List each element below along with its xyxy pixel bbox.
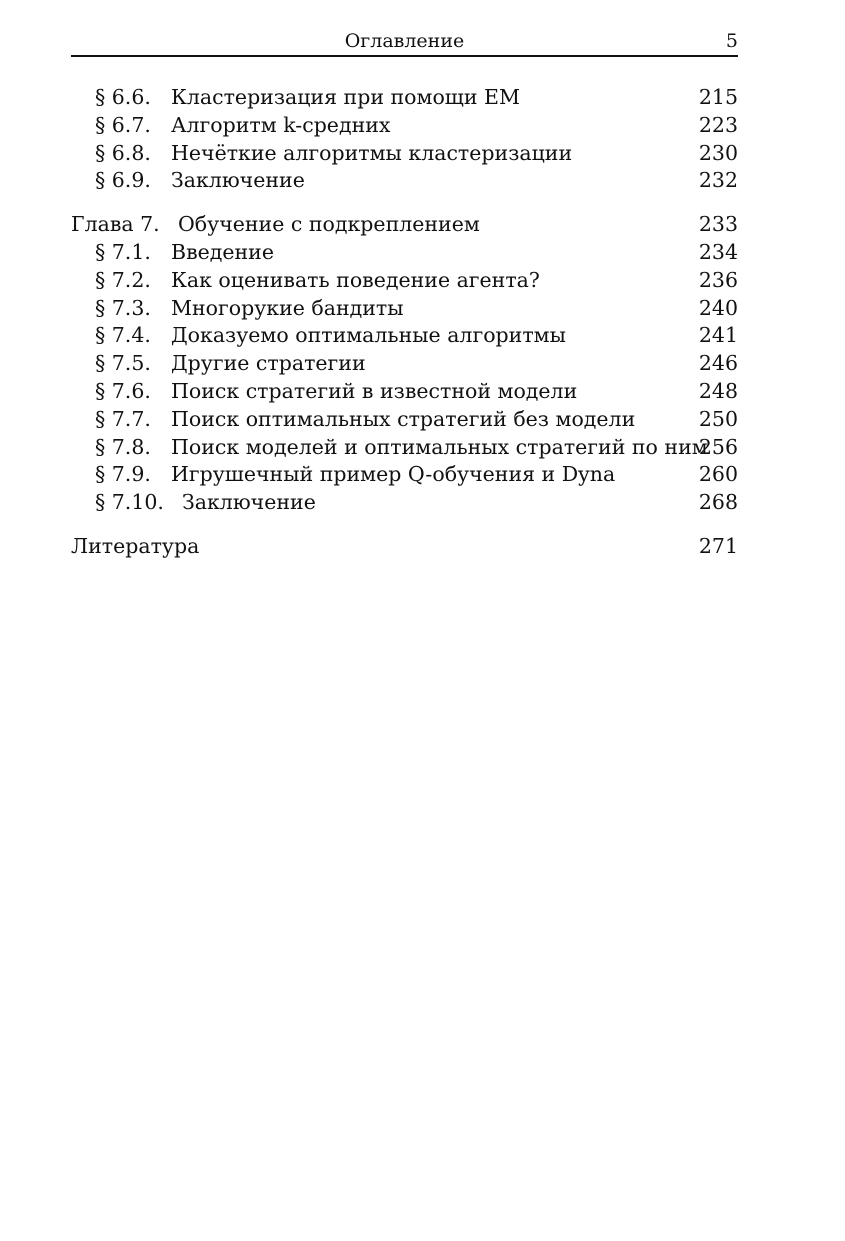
toc-chapter-7[interactable] [71, 211, 738, 239]
toc-entry-page: 241 [698, 323, 738, 348]
toc-entry-title: Поиск стратегий в известной модели [171, 378, 578, 403]
toc-entry-7-9[interactable] [71, 461, 738, 489]
toc-entry-title: Поиск моделей и оптимальных стратегий по ним [171, 434, 708, 459]
toc-entry-number: § 6.8. [95, 140, 151, 165]
toc-entry-title: Заключение [182, 490, 316, 515]
toc-entry-7-10[interactable] [71, 489, 738, 517]
toc-entry-title: Многорукие бандиты [171, 295, 404, 320]
toc-entry-7-3[interactable] [71, 295, 738, 323]
toc-entry-title: Другие стратегии [171, 351, 366, 376]
toc-entry-number: § 6.6. [95, 85, 151, 109]
toc-entry-number: § 7.3. [95, 295, 151, 320]
toc-entry-7-6[interactable] [71, 378, 738, 406]
toc-entry-7-5[interactable] [71, 350, 738, 378]
toc-entry-title: Кластеризация при помощи EM [171, 85, 521, 109]
toc-entry-number: § 7.4. [95, 323, 151, 348]
toc-entry-title: Нечёткие алгоритмы кластеризации [171, 140, 573, 165]
toc-entry-6-8[interactable] [71, 140, 738, 168]
toc-entry-page: 240 [698, 295, 738, 320]
toc-entry-page: 268 [698, 490, 738, 515]
toc-chapter-page: 233 [698, 212, 738, 237]
table-of-contents [71, 84, 738, 561]
header-title: Оглавление [344, 30, 465, 52]
toc-entry-number: § 7.6. [95, 378, 151, 403]
toc-entry-page: 248 [698, 378, 738, 403]
toc-entry-number: § 7.5. [95, 351, 151, 376]
toc-chapter-number: Глава 7. [71, 212, 160, 237]
toc-entry-page: 223 [698, 112, 738, 137]
toc-entry-7-2[interactable] [71, 267, 738, 295]
toc-entry-title: Поиск оптимальных стратегий без модели [171, 406, 636, 431]
toc-entry-7-7[interactable] [71, 406, 738, 434]
toc-entry-page: 230 [698, 140, 738, 165]
toc-entry-title: Доказуемо оптимальные алгоритмы [171, 323, 566, 348]
toc-entry-7-1[interactable] [71, 239, 738, 267]
toc-entry-number: § 7.1. [95, 239, 151, 264]
header-page-number: 5 [725, 30, 738, 52]
toc-entry-number: § 7.10. [95, 490, 164, 515]
toc-entry-page: 215 [698, 85, 738, 109]
toc-entry-6-7[interactable] [71, 112, 738, 140]
toc-bibliography-title: Литература [71, 533, 200, 558]
toc-entry-page: 236 [698, 267, 738, 292]
toc-bibliography-page: 271 [698, 533, 738, 558]
toc-entry-page: 260 [698, 462, 738, 487]
toc-entry-number: § 6.7. [95, 112, 151, 137]
toc-entry-title: Заключение [171, 168, 305, 193]
toc-entry-page: 232 [698, 168, 738, 193]
toc-entry-number: § 7.8. [95, 434, 151, 459]
toc-chapter-title: Обучение с подкреплением [178, 212, 480, 237]
toc-bibliography[interactable] [71, 533, 738, 561]
toc-entry-number: § 6.9. [95, 168, 151, 193]
running-header [71, 27, 738, 57]
toc-entry-title: Введение [171, 239, 274, 264]
toc-entry-6-9[interactable] [71, 167, 738, 195]
toc-entry-7-4[interactable] [71, 322, 738, 350]
toc-entry-page: 246 [698, 351, 738, 376]
toc-entry-title: Как оценивать поведение агента? [171, 267, 540, 292]
toc-entry-number: § 7.9. [95, 462, 151, 487]
toc-entry-title: Игрушечный пример Q-обучения и Dyna [171, 462, 616, 487]
toc-entry-number: § 7.2. [95, 267, 151, 292]
toc-entry-7-8[interactable] [71, 434, 738, 462]
toc-entry-page: 250 [698, 406, 738, 431]
toc-entry-title: Алгоритм k-средних [171, 112, 391, 137]
toc-entry-page: 256 [698, 434, 738, 459]
toc-entry-6-6[interactable] [71, 84, 738, 112]
toc-entry-number: § 7.7. [95, 406, 151, 431]
toc-entry-page: 234 [698, 239, 738, 264]
